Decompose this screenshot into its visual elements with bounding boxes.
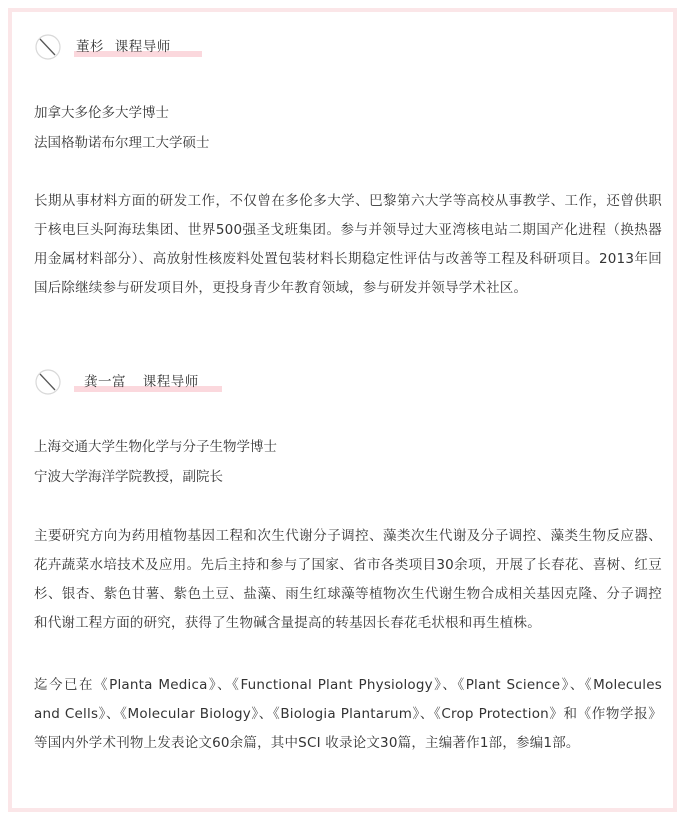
mentor-role: 课程导师 (114, 39, 171, 55)
credential: 加拿大多伦多大学博士 (34, 105, 169, 121)
mentor-header (34, 368, 234, 398)
mentor-header (34, 33, 234, 63)
mentor-name-role (76, 35, 171, 55)
mentor-bio: 长期从事材料方面的研发工作，不仅曾在多伦多大学、巴黎第六大学等高校从事教学、工作，还曾供职于核电巨头阿海珐集团、世界500强圣戈班集团。参与并领导过大亚湾核电站二期国产化进程（换热器用金属材料部分）、高放射性核废料处置包装材料长期稳定性评估与改善等工程及科研项目。2013年回国后除继续参与研发项目外，更投身青少年教育领域，参与研发并领导学术社区。 (34, 193, 662, 296)
avatar-placeholder-icon (34, 33, 62, 61)
avatar-placeholder-icon (34, 368, 62, 396)
mentor-publications: 迄今已在《Planta Medica》、《Functional Plant Physiology》、《Plant Science》、《Molecules and Cells》、《Molecular Biology》、《Biologia Plantarum》、《Crop Protection》和《作物学报》等国内外学术刊物上发表论文60余篇，其中SCI 收录论文30篇，主编著作1部，参编1部。 (34, 677, 662, 751)
mentor-name: 董杉 (76, 39, 104, 55)
credential: 上海交通大学生物化学与分子生物学博士 (34, 439, 277, 455)
mentor-name-role (84, 370, 199, 390)
credential: 宁波大学海洋学院教授，副院长 (34, 469, 223, 485)
mentor-name: 龚一富 (84, 374, 126, 390)
mentor-role: 课程导师 (142, 374, 199, 390)
credential: 法国格勒诺布尔理工大学硕士 (34, 135, 210, 151)
mentor-bio: 主要研究方向为药用植物基因工程和次生代谢分子调控、藻类次生代谢及分子调控、藻类生物反应器、花卉蔬菜水培技术及应用。先后主持和参与了国家、省市各类项目30余项，开展了长春花、喜树、红豆杉、银杏、紫色甘薯、紫色土豆、盐藻、雨生红球藻等植物次生代谢生物合成相关基因克隆、分子调控和代谢工程方面的研究，获得了生物碱含量提高的转基因长春花毛状根和再生植株。 (34, 528, 662, 631)
